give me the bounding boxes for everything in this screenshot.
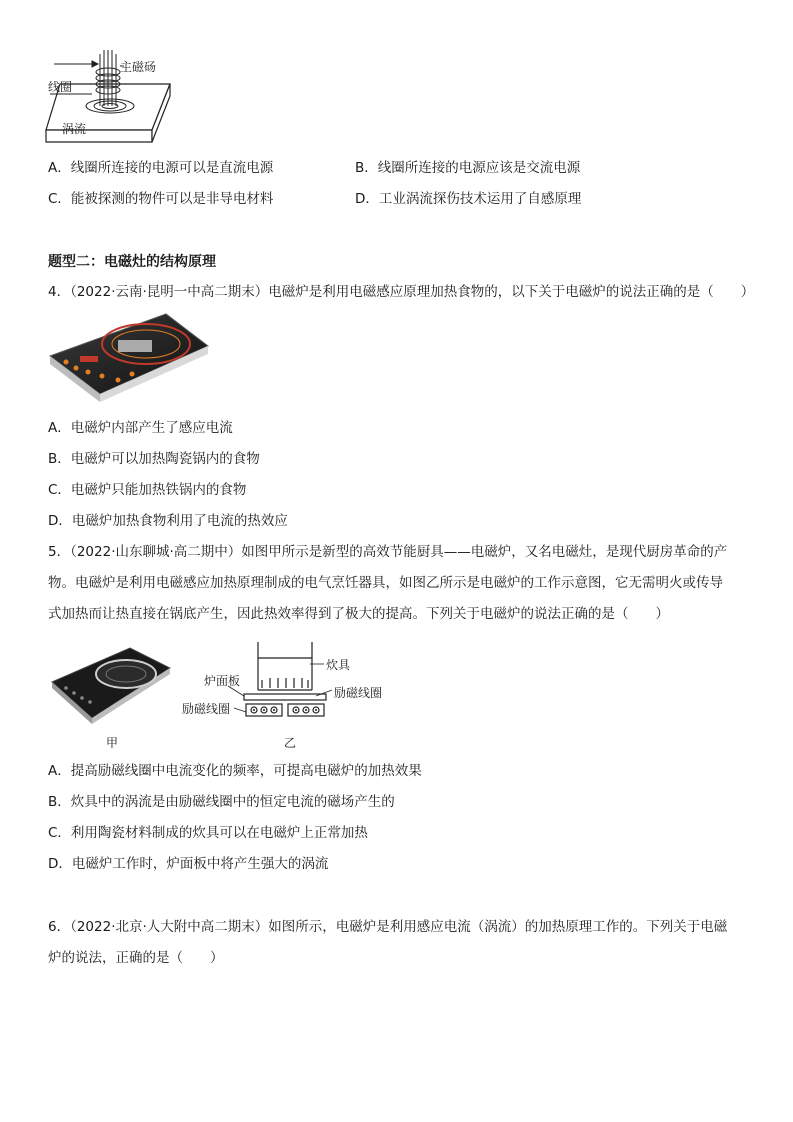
- eddy-probe-figure: [40, 48, 180, 148]
- q4-option-c: C．电磁炉只能加热铁锅内的食物: [48, 482, 247, 498]
- q5-option-c: C．利用陶瓷材料制成的炊具可以在电磁炉上正常加热: [48, 825, 368, 841]
- coil-label: 线圈: [48, 80, 73, 94]
- figure-jia-caption: 甲: [106, 736, 119, 750]
- q5-stem-line-1: 5．（2022·山东聊城·高二期中）如图甲所示是新型的高效节能厨具——电磁炉，又名电磁灶，是现代厨房革命的产: [48, 544, 728, 560]
- q4-option-d: D．电磁炉加热食物利用了电流的热效应: [48, 513, 288, 529]
- q6-stem-line-1: 6．（2022·北京·人大附中高二期末）如图所示，电磁炉是利用感应电流（涡流）的加热原理工作的。下列关于电磁: [48, 919, 728, 935]
- q5-option-d: D．电磁炉工作时，炉面板中将产生强大的涡流: [48, 856, 329, 872]
- cooktop-figure-jia: [48, 644, 172, 728]
- induction-cooktop-photo: [46, 310, 212, 410]
- q4-option-a: A．电磁炉内部产生了感应电流: [48, 420, 233, 436]
- q5-option-a: A．提高励磁线圈中电流变化的频率，可提高电磁炉的加热效果: [48, 763, 422, 779]
- q3-option-a: A．线圈所连接的电源可以是直流电源: [48, 160, 274, 176]
- q5-stem-line-2: 物。电磁炉是利用电磁感应加热原理制成的电气烹饪器具，如图乙所示是电磁炉的工作示意图，它无需明火或传导: [48, 575, 723, 591]
- q5-stem-line-3: 式加热而让热直接在锅底产生，因此热效率得到了极大的提高。下列关于电磁炉的说法正确的是（ ）: [48, 606, 669, 622]
- q3-option-d: D．工业涡流探伤技术运用了自感原理: [355, 191, 582, 207]
- q6-stem-line-2: 炉的说法，正确的是（ ）: [48, 950, 224, 966]
- q3-option-b: B．线圈所连接的电源应该是交流电源: [355, 160, 581, 176]
- q5-option-b: B．炊具中的涡流是由励磁线圈中的恒定电流的磁场产生的: [48, 794, 395, 810]
- excitation-coil-label-left: 励磁线圈: [182, 702, 231, 716]
- section-title: 题型二：电磁灶的结构原理: [48, 254, 216, 270]
- excitation-coil-label-right: 励磁线圈: [334, 686, 383, 700]
- panel-label: 炉面板: [204, 674, 241, 688]
- figure-yi-caption: 乙: [284, 736, 297, 750]
- q3-option-c: C．能被探测的物件可以是非导电材料: [48, 191, 274, 207]
- eddy-label: 涡流: [62, 122, 87, 136]
- q4-option-b: B．电磁炉可以加热陶瓷锅内的食物: [48, 451, 260, 467]
- cookware-label: 炊具: [326, 658, 351, 672]
- q4-stem: 4．（2022·云南·昆明一中高二期末）电磁炉是利用电磁感应原理加热食物的，以下关于电磁炉的说法正确的是（ ）: [48, 284, 755, 300]
- main-flux-label: 主磁砀: [120, 60, 157, 74]
